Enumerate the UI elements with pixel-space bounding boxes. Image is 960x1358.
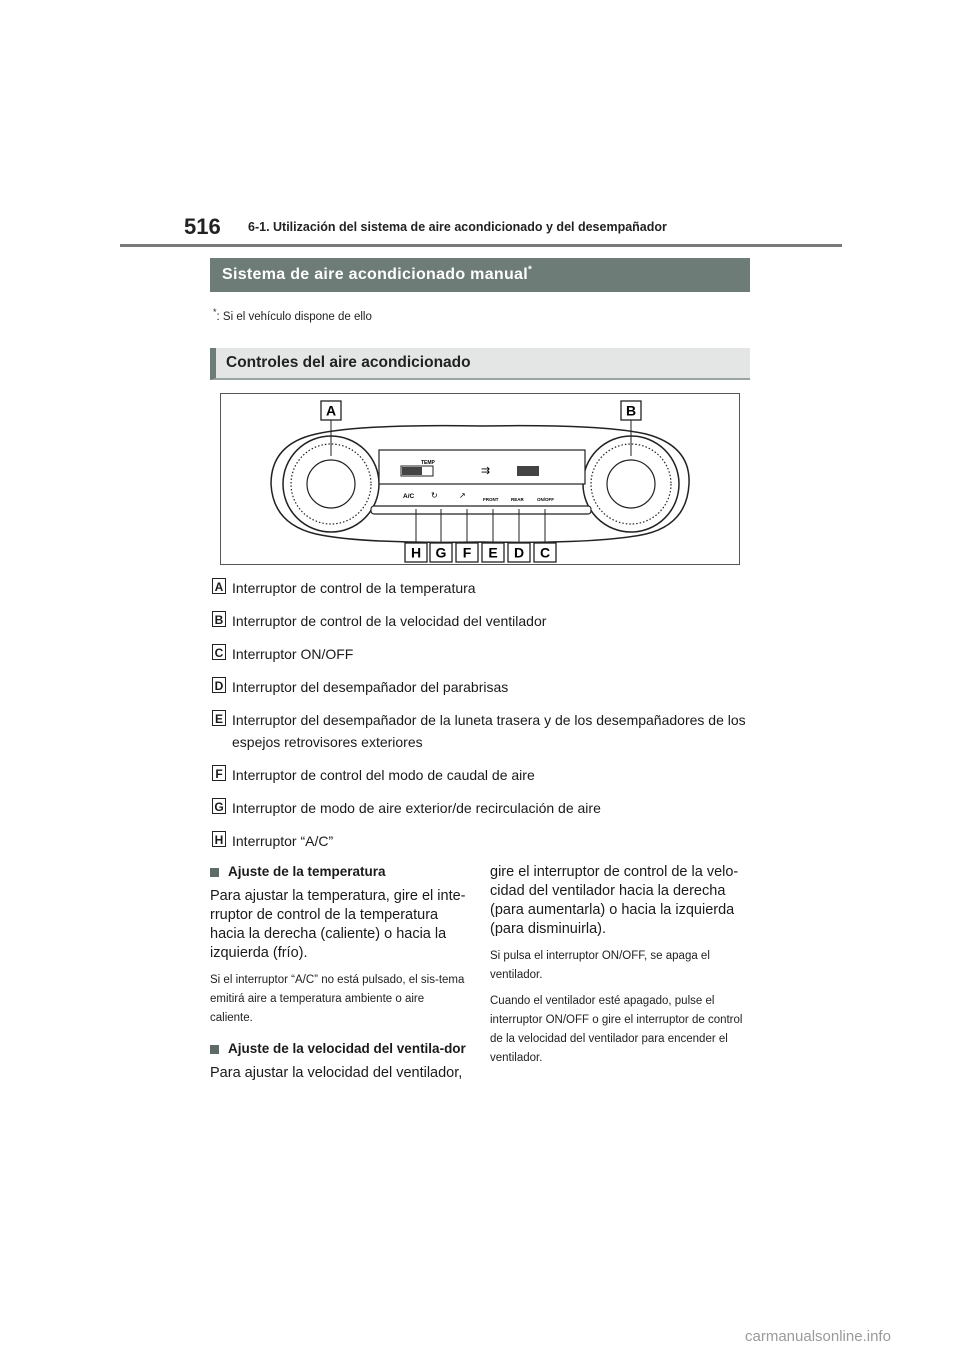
fan-subheading <box>210 1040 466 1058</box>
legend-letter: B <box>212 611 226 627</box>
fan-body-start: Para ajustar la velocidad del ventilador, <box>210 1065 463 1081</box>
bullet-square-icon <box>210 868 219 877</box>
section-title: Sistema de aire acondicionado manual <box>222 266 529 283</box>
fan-body-end: gire el interruptor de control de la velo-cidad del ventilador hacia la derecha (para aumentarla) o hacia la izquierda (para disminuirla). <box>490 864 739 937</box>
legend-text: Interruptor “A/C” <box>232 833 334 849</box>
right-column <box>490 863 746 1075</box>
temp-note: Si el interruptor “A/C” no está pulsado, el sis-tema emitirá aire a temperatura ambiente o aire caliente. <box>210 974 465 1024</box>
front-button-label: FRONT <box>483 497 499 502</box>
legend-item <box>212 610 752 632</box>
temp-knob-inner <box>307 460 355 508</box>
footnote-mark: * <box>213 307 217 317</box>
legend-item <box>212 830 752 852</box>
onoff-button-label: ON/OFF <box>537 497 554 502</box>
ac-controls-figure <box>220 393 740 565</box>
legend-item <box>212 643 752 665</box>
legend-item <box>212 764 752 786</box>
fan-knob-inner <box>607 460 655 508</box>
fan-note-1: Si pulsa el interruptor ON/OFF, se apaga el ventilador. <box>490 950 710 981</box>
legend-text: Interruptor de control de la temperatura <box>232 580 476 596</box>
footnote <box>213 307 372 323</box>
subsection-title-bar <box>210 348 750 380</box>
legend-text: Interruptor del desempañador del parabrisas <box>232 679 509 695</box>
legend-item <box>212 676 752 698</box>
legend-letter: C <box>212 644 226 660</box>
temp-body: Para ajustar la temperatura, gire el inte-rruptor de control de la temperatura hacia la derecha (caliente) o hacia la izquierda (frío). <box>210 888 466 961</box>
button-strip <box>371 506 591 514</box>
legend-letter: H <box>212 831 226 847</box>
legend-item <box>212 797 752 819</box>
legend-letter: G <box>212 798 226 814</box>
callout-h: H <box>410 544 422 561</box>
callout-d: D <box>513 544 525 561</box>
legend-letter: D <box>212 677 226 693</box>
legend-item <box>212 709 752 753</box>
temp-subheading <box>210 863 466 881</box>
airflow-icon: ↗ <box>459 491 466 500</box>
legend-letter: F <box>212 765 226 781</box>
legend-text: Interruptor de control del modo de caudal de aire <box>232 767 535 783</box>
legend-item <box>212 577 752 599</box>
legend-letter: E <box>212 710 226 726</box>
footnote-text: : Si el vehículo dispone de ello <box>216 310 372 323</box>
recirc-icon: ↻ <box>431 491 438 500</box>
fan-subheading-text: Ajuste de la velocidad del ventila-dor <box>228 1041 466 1056</box>
legend-text: Interruptor del desempañador de la luneta trasera y de los desempañadores de los espejos retrovisores exteriores <box>232 712 746 750</box>
callout-g: G <box>435 544 447 561</box>
callout-b: B <box>625 402 637 419</box>
page-number: 516 <box>184 214 221 239</box>
callout-c: C <box>539 544 551 561</box>
section-title-bar <box>210 258 750 292</box>
callout-f: F <box>462 544 472 561</box>
section-title-mark: * <box>528 264 533 276</box>
fan-note-2: Cuando el ventilador esté apagado, pulse el interruptor ON/OFF o gire el interruptor de control de la velocidad del ventilador para encender el ventilador. <box>490 995 743 1064</box>
ac-panel-illustration <box>221 394 741 566</box>
temp-subheading-text: Ajuste de la temperatura <box>228 864 386 879</box>
temp-bar-fill <box>402 467 422 475</box>
subsection-title: Controles del aire acondicionado <box>226 354 471 371</box>
callout-e: E <box>488 544 498 561</box>
callout-a: A <box>325 402 337 419</box>
airflow-mode-symbol: ⇉ <box>481 464 491 477</box>
legend-text: Interruptor de modo de aire exterior/de recirculación de aire <box>232 800 601 816</box>
legend-text: Interruptor ON/OFF <box>232 646 354 662</box>
fan-speed-bar <box>517 466 539 476</box>
left-column <box>210 863 466 1091</box>
legend-text: Interruptor de control de la velocidad del ventilador <box>232 613 547 629</box>
rear-button-label: REAR <box>511 497 524 502</box>
header-rule <box>120 244 842 247</box>
legend-letter: A <box>212 578 226 594</box>
temp-label: TEMP <box>421 460 435 466</box>
watermark: carmanualsonline.info <box>745 1328 891 1345</box>
chapter-title: 6-1. Utilización del sistema de aire acondicionado y del desempañador <box>248 220 667 234</box>
ac-button-label: A/C <box>403 493 415 500</box>
bullet-square-icon <box>210 1045 219 1054</box>
callout-legend <box>212 577 752 863</box>
